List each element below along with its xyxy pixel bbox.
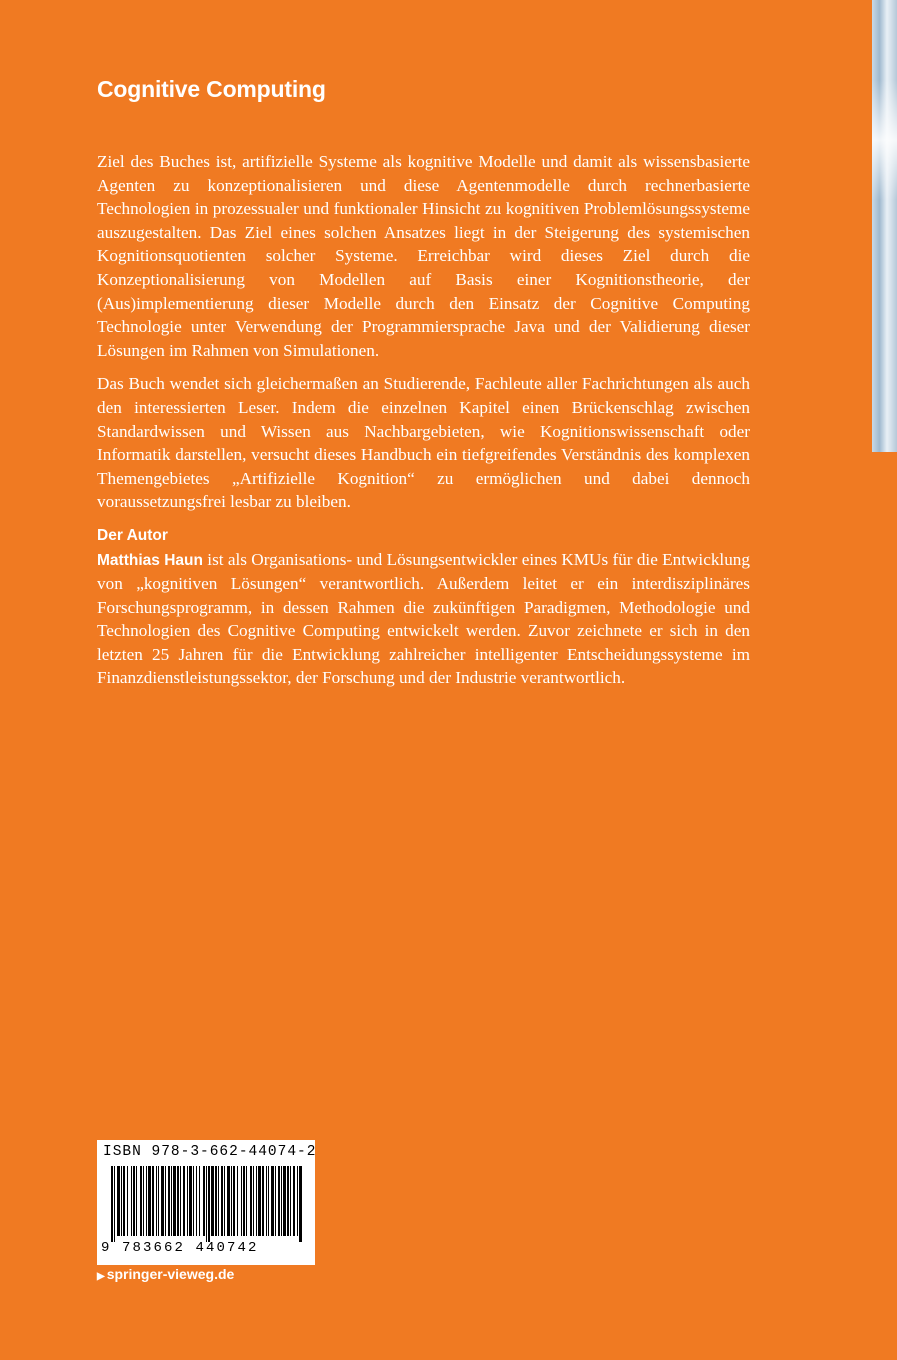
- barcode-bar: [233, 1166, 235, 1236]
- barcode-bar: [173, 1166, 176, 1236]
- barcode-bar: [161, 1166, 164, 1236]
- barcode-bar: [193, 1166, 194, 1236]
- barcode-bar: [158, 1166, 159, 1236]
- barcode-bar: [256, 1166, 257, 1236]
- arrow-icon: ▶: [97, 1271, 105, 1282]
- barcode-bar: [231, 1166, 232, 1236]
- barcode-bar: [278, 1166, 280, 1236]
- barcode-bar: [224, 1166, 225, 1236]
- barcode-bar: [281, 1166, 282, 1236]
- barcode-bar: [250, 1166, 252, 1236]
- barcode-bar: [131, 1166, 132, 1236]
- barcode-bar: [189, 1166, 192, 1236]
- barcode-bar: [287, 1166, 289, 1236]
- barcode-bar: [243, 1166, 245, 1236]
- barcode-bar: [293, 1166, 295, 1236]
- author-heading: Der Autor: [97, 526, 168, 544]
- description-paragraph-1: Ziel des Buches ist, artifizielle Systeme als kognitive Modelle und damit als wissensbasierte Agenten zu konzeptionalisieren und diese Agentenmodelle durch rechnerbasierte Technologien in prozessualer und funktionaler Hinsicht zu kognitiven Problemlösungssysteme auszugestalten. Das Ziel eines solchen Ansatzes liegt in der Steigerung des systemischen Kognitionsquotienten solcher Systeme. Erreichbar wird dieses Ziel durch die Konzeptionalisierung von Modellen auf Basis einer Kognitionstheorie, der (Aus)implementierung dieser Modelle durch den Einsatz der Cognitive Computing Technologie unter Verwendung der Programmiersprache Java und der Validierung dieser Lösungen im Rahmen von Simulationen.: [97, 152, 750, 360]
- cover-image-edge: [872, 0, 897, 452]
- barcode-bar: [168, 1166, 170, 1236]
- barcode-bar: [221, 1166, 223, 1236]
- barcode-bar: [218, 1166, 219, 1236]
- barcode-bar: [227, 1166, 230, 1236]
- barcode-bar: [253, 1166, 254, 1236]
- barcode-bar: [203, 1166, 205, 1236]
- publisher-website: [97, 1266, 234, 1282]
- barcode-bar: [290, 1166, 291, 1236]
- barcode-bar: [143, 1166, 144, 1236]
- barcode-bar: [262, 1166, 264, 1236]
- barcode-bar: [196, 1166, 197, 1236]
- barcode-bar: [268, 1166, 269, 1236]
- description-paragraph-2: Das Buch wendet sich gleichermaßen an Studierende, Fachleute aller Fachrichtungen als auch den interessierten Leser. Indem die einzelnen Kapitel einen Brückenschlag zwischen Standardwissen und Wissen aus Nachbargebieten, wie Kognitionswissenschaft oder Informatik darstellen, versucht dieses Handbuch ein tiefgreifendes Verständnis des komplexen Themengebietes „Artifizielle Kognition“ zu ermöglichen und dabei dennoch voraussetzungsfrei lesbar zu bleiben.: [97, 374, 750, 512]
- barcode-bar: [258, 1166, 261, 1236]
- author-paragraph: [97, 548, 750, 691]
- barcode-bar: [177, 1166, 179, 1236]
- barcode-bar: [241, 1166, 242, 1236]
- barcode-bar: [266, 1166, 267, 1236]
- barcode-bar: [183, 1166, 185, 1236]
- book-title: Cognitive Computing: [97, 76, 326, 102]
- barcode-bar: [123, 1166, 125, 1236]
- barcode-bar: [121, 1166, 122, 1236]
- author-name: Matthias Haun: [97, 551, 203, 569]
- barcode-bars: [111, 1166, 303, 1242]
- barcode-bar: [271, 1166, 274, 1236]
- barcode-bar: [208, 1166, 210, 1242]
- barcode-bar: [215, 1166, 217, 1236]
- barcode-bar: [246, 1166, 247, 1236]
- barcode-bar: [299, 1166, 302, 1242]
- barcode-bar: [206, 1166, 207, 1242]
- barcode-bar: [211, 1166, 214, 1236]
- barcode-bar: [283, 1166, 286, 1236]
- barcode-bar: [133, 1166, 135, 1236]
- barcode-bar: [117, 1166, 120, 1236]
- barcode-bar: [187, 1166, 188, 1236]
- barcode-bar: [156, 1166, 157, 1236]
- barcode-bar: [111, 1166, 113, 1242]
- barcode-bar: [146, 1166, 147, 1236]
- author-bio: ist als Organisations- und Lösungsentwickler eines KMUs für die Entwicklung von „kognitiven Lösungen“ verantwortlich. Außerdem leitet er ein interdisziplinäres Forschungsprogramm, in dessen Rahmen die zukünftigen Paradigmen, Methodologie und Technologien des Cognitive Computing entwickelt werden. Zuvor zeichnete er sich in den letzten 25 Jahren für die Entwicklung zahlreicher intelligenter Entscheidungssysteme im Finanzdienstleistungssektor, der Forschung und der Industrie verantwortlich.: [97, 549, 750, 688]
- barcode-bar: [165, 1166, 166, 1236]
- barcode-bar: [275, 1166, 276, 1236]
- barcode-bar: [297, 1166, 298, 1236]
- barcode-bar: [140, 1166, 142, 1236]
- barcode-bar: [114, 1166, 115, 1242]
- barcode-bar: [148, 1166, 151, 1236]
- barcode-bar: [152, 1166, 154, 1236]
- barcode-bar: [171, 1166, 172, 1236]
- barcode-bar: [127, 1166, 128, 1236]
- blurb: [97, 150, 750, 700]
- barcode-digits: 9 783662 440742: [101, 1240, 259, 1256]
- barcode-bar: [180, 1166, 181, 1236]
- website-text: springer-vieweg.de: [106, 1266, 235, 1282]
- barcode-bar: [136, 1166, 137, 1236]
- isbn-label: ISBN 978-3-662-44074-2: [103, 1144, 317, 1160]
- isbn-barcode: [97, 1140, 315, 1265]
- barcode-bar: [199, 1166, 200, 1236]
- barcode-bar: [237, 1166, 238, 1236]
